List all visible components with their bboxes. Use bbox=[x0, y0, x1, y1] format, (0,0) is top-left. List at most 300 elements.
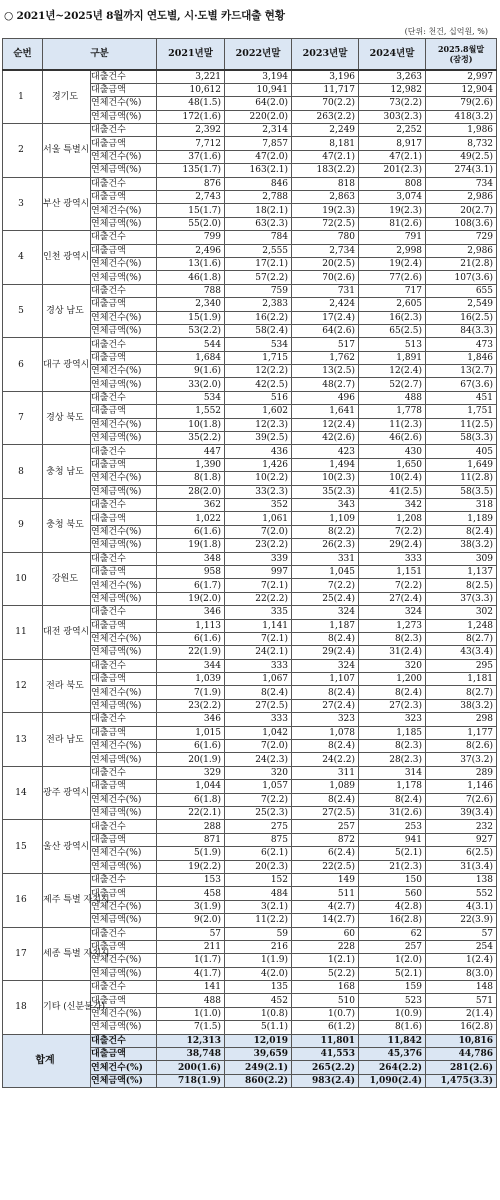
value-cell: 141 bbox=[157, 981, 225, 994]
value-cell: 1,426 bbox=[225, 458, 292, 471]
value-cell: 8,181 bbox=[292, 137, 359, 150]
value-cell: 3(1.9) bbox=[157, 900, 225, 913]
value-cell: 10(2.2) bbox=[225, 472, 292, 485]
value-cell: 1,187 bbox=[292, 619, 359, 632]
table-row bbox=[3, 177, 497, 190]
value-cell: 108(3.6) bbox=[426, 217, 497, 230]
metric-label: 대출금액 bbox=[91, 512, 157, 525]
value-cell: 734 bbox=[426, 177, 497, 190]
metric-label: 연체금액(%) bbox=[91, 914, 157, 927]
metric-label: 연체건수(%) bbox=[91, 472, 157, 485]
value-cell: 1,751 bbox=[426, 405, 497, 418]
value-cell: 53(2.2) bbox=[157, 324, 225, 337]
value-cell: 12,019 bbox=[225, 1034, 292, 1047]
region-name: 경기도 bbox=[43, 70, 91, 124]
metric-label: 대출금액 bbox=[91, 565, 157, 578]
value-cell: 329 bbox=[157, 766, 225, 779]
value-cell: 148 bbox=[426, 981, 497, 994]
value-cell: 8(1.8) bbox=[157, 472, 225, 485]
value-cell: 335 bbox=[225, 606, 292, 619]
metric-label: 대출금액 bbox=[91, 244, 157, 257]
value-cell: 65(2.5) bbox=[359, 324, 426, 337]
metric-label: 연체금액(%) bbox=[91, 539, 157, 552]
value-cell: 12,313 bbox=[157, 1034, 225, 1047]
metric-label: 대출금액 bbox=[91, 619, 157, 632]
value-cell: 55(2.0) bbox=[157, 217, 225, 230]
metric-label: 연체금액(%) bbox=[91, 646, 157, 659]
value-cell: 7,712 bbox=[157, 137, 225, 150]
table-row bbox=[3, 981, 497, 994]
value-cell: 8(2.4) bbox=[292, 740, 359, 753]
value-cell: 10(2.4) bbox=[359, 472, 426, 485]
value-cell: 447 bbox=[157, 445, 225, 458]
value-cell: 22(3.9) bbox=[426, 914, 497, 927]
metric-label: 연체금액(%) bbox=[91, 164, 157, 177]
value-cell: 22(2.2) bbox=[225, 592, 292, 605]
value-cell: 860(2.2) bbox=[225, 1074, 292, 1087]
value-cell: 8(2.3) bbox=[359, 740, 426, 753]
value-cell: 2,252 bbox=[359, 124, 426, 137]
value-cell: 41(2.5) bbox=[359, 485, 426, 498]
metric-label: 대출건수 bbox=[91, 873, 157, 886]
value-cell: 4(1.7) bbox=[157, 967, 225, 980]
value-cell: 37(3.2) bbox=[426, 753, 497, 766]
value-cell: 11,717 bbox=[292, 83, 359, 96]
metric-label: 연체건수(%) bbox=[91, 954, 157, 967]
metric-label: 대출건수 bbox=[91, 766, 157, 779]
value-cell: 1,390 bbox=[157, 458, 225, 471]
table-row bbox=[3, 1034, 497, 1047]
value-cell: 846 bbox=[225, 177, 292, 190]
metric-label: 대출건수 bbox=[91, 177, 157, 190]
value-cell: 343 bbox=[292, 499, 359, 512]
value-cell: 2,605 bbox=[359, 298, 426, 311]
value-cell: 8(2.3) bbox=[359, 632, 426, 645]
metric-label: 대출건수 bbox=[91, 927, 157, 940]
value-cell: 11(2.3) bbox=[359, 418, 426, 431]
value-cell: 405 bbox=[426, 445, 497, 458]
metric-label: 대출금액 bbox=[91, 940, 157, 953]
value-cell: 6(2.5) bbox=[426, 847, 497, 860]
value-cell: 7(2.2) bbox=[292, 579, 359, 592]
value-cell: 3(2.1) bbox=[225, 900, 292, 913]
value-cell: 958 bbox=[157, 565, 225, 578]
value-cell: 451 bbox=[426, 391, 497, 404]
metric-label: 대출건수 bbox=[91, 1034, 157, 1047]
value-cell: 37(3.3) bbox=[426, 592, 497, 605]
value-cell: 7(2.2) bbox=[225, 793, 292, 806]
region-name: 경상 남도 bbox=[43, 284, 91, 338]
value-cell: 3,221 bbox=[157, 70, 225, 83]
value-cell: 19(1.8) bbox=[157, 539, 225, 552]
value-cell: 211 bbox=[157, 940, 225, 953]
header-2025 bbox=[426, 39, 497, 71]
region-name: 부산 광역시 bbox=[43, 177, 91, 231]
value-cell: 46(2.6) bbox=[359, 432, 426, 445]
metric-label: 연체건수(%) bbox=[91, 1007, 157, 1020]
metric-label: 대출금액 bbox=[91, 191, 157, 204]
value-cell: 107(3.6) bbox=[426, 271, 497, 284]
value-cell: 8(2.4) bbox=[225, 686, 292, 699]
value-cell: 12(2.2) bbox=[225, 365, 292, 378]
metric-label: 연체건수(%) bbox=[91, 847, 157, 860]
metric-label: 연체건수(%) bbox=[91, 1061, 157, 1074]
metric-label: 대출금액 bbox=[91, 673, 157, 686]
value-cell: 423 bbox=[292, 445, 359, 458]
header-2024: 2024년말 bbox=[359, 39, 426, 71]
value-cell: 1(2.1) bbox=[292, 954, 359, 967]
metric-label: 연체금액(%) bbox=[91, 753, 157, 766]
value-cell: 150 bbox=[359, 873, 426, 886]
value-cell: 788 bbox=[157, 284, 225, 297]
row-number: 13 bbox=[3, 713, 43, 767]
value-cell: 10(2.3) bbox=[292, 472, 359, 485]
table-row bbox=[3, 606, 497, 619]
value-cell: 2,340 bbox=[157, 298, 225, 311]
value-cell: 11(2.5) bbox=[426, 418, 497, 431]
region-name: 전라 북도 bbox=[43, 659, 91, 713]
value-cell: 33(2.3) bbox=[225, 485, 292, 498]
value-cell: 16(2.8) bbox=[426, 1021, 497, 1034]
value-cell: 324 bbox=[359, 606, 426, 619]
value-cell: 2,549 bbox=[426, 298, 497, 311]
value-cell: 458 bbox=[157, 887, 225, 900]
value-cell: 64(2.6) bbox=[292, 324, 359, 337]
value-cell: 10,816 bbox=[426, 1034, 497, 1047]
value-cell: 35(2.3) bbox=[292, 485, 359, 498]
value-cell: 9(2.0) bbox=[157, 914, 225, 927]
value-cell: 18(2.1) bbox=[225, 204, 292, 217]
value-cell: 8(1.6) bbox=[359, 1021, 426, 1034]
value-cell: 333 bbox=[225, 659, 292, 672]
value-cell: 780 bbox=[292, 231, 359, 244]
metric-label: 연체금액(%) bbox=[91, 1074, 157, 1087]
header-2021: 2021년말 bbox=[157, 39, 225, 71]
value-cell: 263(2.2) bbox=[292, 110, 359, 123]
value-cell: 6(1.6) bbox=[157, 525, 225, 538]
value-cell: 5(2.1) bbox=[359, 847, 426, 860]
value-cell: 517 bbox=[292, 338, 359, 351]
metric-label: 대출금액 bbox=[91, 298, 157, 311]
metric-label: 대출금액 bbox=[91, 994, 157, 1007]
value-cell: 12,982 bbox=[359, 83, 426, 96]
row-number: 7 bbox=[3, 391, 43, 445]
value-cell: 27(2.4) bbox=[359, 592, 426, 605]
value-cell: 27(2.5) bbox=[225, 699, 292, 712]
value-cell: 12(2.4) bbox=[359, 365, 426, 378]
table-row bbox=[3, 338, 497, 351]
value-cell: 35(2.2) bbox=[157, 432, 225, 445]
value-cell: 14(2.7) bbox=[292, 914, 359, 927]
value-cell: 346 bbox=[157, 713, 225, 726]
metric-label: 연체금액(%) bbox=[91, 485, 157, 498]
value-cell: 6(1.7) bbox=[157, 579, 225, 592]
value-cell: 1,189 bbox=[426, 512, 497, 525]
value-cell: 1,177 bbox=[426, 726, 497, 739]
value-cell: 26(2.3) bbox=[292, 539, 359, 552]
row-number: 16 bbox=[3, 873, 43, 927]
value-cell: 331 bbox=[292, 552, 359, 565]
value-cell: 871 bbox=[157, 833, 225, 846]
row-number: 8 bbox=[3, 445, 43, 499]
value-cell: 2,743 bbox=[157, 191, 225, 204]
value-cell: 1,208 bbox=[359, 512, 426, 525]
metric-label: 연체금액(%) bbox=[91, 324, 157, 337]
value-cell: 73(2.2) bbox=[359, 97, 426, 110]
metric-label: 연체금액(%) bbox=[91, 378, 157, 391]
value-cell: 1(2.4) bbox=[426, 954, 497, 967]
value-cell: 201(2.3) bbox=[359, 164, 426, 177]
value-cell: 1,067 bbox=[225, 673, 292, 686]
table-row bbox=[3, 820, 497, 833]
value-cell: 220(2.0) bbox=[225, 110, 292, 123]
value-cell: 320 bbox=[359, 659, 426, 672]
value-cell: 8(3.0) bbox=[426, 967, 497, 980]
value-cell: 1,715 bbox=[225, 351, 292, 364]
value-cell: 513 bbox=[359, 338, 426, 351]
value-cell: 15(1.9) bbox=[157, 311, 225, 324]
metric-label: 대출금액 bbox=[91, 1048, 157, 1061]
value-cell: 875 bbox=[225, 833, 292, 846]
value-cell: 473 bbox=[426, 338, 497, 351]
value-cell: 8(2.7) bbox=[426, 686, 497, 699]
value-cell: 314 bbox=[359, 766, 426, 779]
region-name: 울산 광역시 bbox=[43, 820, 91, 874]
value-cell: 1(2.0) bbox=[359, 954, 426, 967]
value-cell: 20(2.3) bbox=[225, 860, 292, 873]
metric-label: 대출건수 bbox=[91, 124, 157, 137]
value-cell: 1,494 bbox=[292, 458, 359, 471]
value-cell: 200(1.6) bbox=[157, 1061, 225, 1074]
value-cell: 29(2.4) bbox=[359, 539, 426, 552]
value-cell: 81(2.6) bbox=[359, 217, 426, 230]
metric-label: 연체건수(%) bbox=[91, 579, 157, 592]
value-cell: 49(2.5) bbox=[426, 150, 497, 163]
value-cell: 523 bbox=[359, 994, 426, 1007]
value-cell: 1,151 bbox=[359, 565, 426, 578]
metric-label: 대출금액 bbox=[91, 887, 157, 900]
value-cell: 1,185 bbox=[359, 726, 426, 739]
value-cell: 1,090(2.4) bbox=[359, 1074, 426, 1087]
value-cell: 2,424 bbox=[292, 298, 359, 311]
value-cell: 346 bbox=[157, 606, 225, 619]
metric-label: 연체건수(%) bbox=[91, 900, 157, 913]
table-body bbox=[3, 70, 497, 1088]
value-cell: 59 bbox=[225, 927, 292, 940]
value-cell: 16(2.5) bbox=[426, 311, 497, 324]
metric-label: 대출건수 bbox=[91, 391, 157, 404]
table-row bbox=[3, 552, 497, 565]
value-cell: 7(2.1) bbox=[225, 632, 292, 645]
region-name: 강원도 bbox=[43, 552, 91, 606]
value-cell: 510 bbox=[292, 994, 359, 1007]
value-cell: 19(2.3) bbox=[292, 204, 359, 217]
value-cell: 70(2.2) bbox=[292, 97, 359, 110]
value-cell: 10,612 bbox=[157, 83, 225, 96]
metric-label: 대출금액 bbox=[91, 833, 157, 846]
value-cell: 27(2.4) bbox=[292, 699, 359, 712]
value-cell: 281(2.6) bbox=[426, 1061, 497, 1074]
header-no: 순번 bbox=[3, 39, 43, 71]
metric-label: 연체금액(%) bbox=[91, 271, 157, 284]
value-cell: 77(2.6) bbox=[359, 271, 426, 284]
region-name: 충청 남도 bbox=[43, 445, 91, 499]
value-cell: 488 bbox=[157, 994, 225, 1007]
value-cell: 560 bbox=[359, 887, 426, 900]
value-cell: 135(1.7) bbox=[157, 164, 225, 177]
metric-label: 연체건수(%) bbox=[91, 418, 157, 431]
value-cell: 6(1.6) bbox=[157, 740, 225, 753]
value-cell: 1,273 bbox=[359, 619, 426, 632]
value-cell: 20(2.5) bbox=[292, 257, 359, 270]
value-cell: 1,986 bbox=[426, 124, 497, 137]
value-cell: 324 bbox=[292, 659, 359, 672]
value-cell: 19(2.0) bbox=[157, 592, 225, 605]
value-cell: 27(2.3) bbox=[359, 699, 426, 712]
value-cell: 64(2.0) bbox=[225, 97, 292, 110]
value-cell: 249(2.1) bbox=[225, 1061, 292, 1074]
value-cell: 1,762 bbox=[292, 351, 359, 364]
metric-label: 대출건수 bbox=[91, 713, 157, 726]
row-number: 18 bbox=[3, 981, 43, 1035]
value-cell: 38,748 bbox=[157, 1048, 225, 1061]
table-row bbox=[3, 391, 497, 404]
value-cell: 6(1.6) bbox=[157, 632, 225, 645]
value-cell: 8,917 bbox=[359, 137, 426, 150]
header-2022: 2022년말 bbox=[225, 39, 292, 71]
value-cell: 8(2.5) bbox=[426, 579, 497, 592]
value-cell: 729 bbox=[426, 231, 497, 244]
value-cell: 70(2.6) bbox=[292, 271, 359, 284]
header-2025-main: 2025.8월말 bbox=[437, 44, 485, 54]
metric-label: 연체건수(%) bbox=[91, 150, 157, 163]
value-cell: 1,039 bbox=[157, 673, 225, 686]
value-cell: 484 bbox=[225, 887, 292, 900]
metric-label: 대출금액 bbox=[91, 458, 157, 471]
value-cell: 997 bbox=[225, 565, 292, 578]
value-cell: 3,194 bbox=[225, 70, 292, 83]
value-cell: 289 bbox=[426, 766, 497, 779]
table-row bbox=[3, 231, 497, 244]
table-row bbox=[3, 499, 497, 512]
value-cell: 544 bbox=[157, 338, 225, 351]
value-cell: 6(1.8) bbox=[157, 793, 225, 806]
value-cell: 265(2.2) bbox=[292, 1061, 359, 1074]
value-cell: 2,734 bbox=[292, 244, 359, 257]
metric-label: 대출건수 bbox=[91, 231, 157, 244]
value-cell: 1,146 bbox=[426, 780, 497, 793]
value-cell: 8(2.6) bbox=[426, 740, 497, 753]
value-cell: 8(2.4) bbox=[359, 686, 426, 699]
metric-label: 대출건수 bbox=[91, 499, 157, 512]
value-cell: 48(2.7) bbox=[292, 378, 359, 391]
value-cell: 58(3.3) bbox=[426, 432, 497, 445]
row-number: 5 bbox=[3, 284, 43, 338]
value-cell: 254 bbox=[426, 940, 497, 953]
region-name: 대구 광역시 bbox=[43, 338, 91, 392]
value-cell: 511 bbox=[292, 887, 359, 900]
value-cell: 63(2.3) bbox=[225, 217, 292, 230]
value-cell: 45,376 bbox=[359, 1048, 426, 1061]
value-cell: 84(3.3) bbox=[426, 324, 497, 337]
value-cell: 1,641 bbox=[292, 405, 359, 418]
total-label: 합계 bbox=[3, 1034, 91, 1088]
value-cell: 163(2.1) bbox=[225, 164, 292, 177]
metric-label: 연체금액(%) bbox=[91, 1021, 157, 1034]
table-row bbox=[3, 659, 497, 672]
value-cell: 1,248 bbox=[426, 619, 497, 632]
value-cell: 168 bbox=[292, 981, 359, 994]
value-cell: 2,997 bbox=[426, 70, 497, 83]
value-cell: 1,846 bbox=[426, 351, 497, 364]
value-cell: 7(2.1) bbox=[225, 579, 292, 592]
metric-label: 연체건수(%) bbox=[91, 257, 157, 270]
value-cell: 333 bbox=[359, 552, 426, 565]
value-cell: 275 bbox=[225, 820, 292, 833]
region-name: 충청 북도 bbox=[43, 499, 91, 553]
value-cell: 1,649 bbox=[426, 458, 497, 471]
metric-label: 연체건수(%) bbox=[91, 686, 157, 699]
row-number: 4 bbox=[3, 231, 43, 285]
value-cell: 323 bbox=[292, 713, 359, 726]
metric-label: 연체금액(%) bbox=[91, 110, 157, 123]
value-cell: 1,107 bbox=[292, 673, 359, 686]
value-cell: 216 bbox=[225, 940, 292, 953]
value-cell: 302 bbox=[426, 606, 497, 619]
value-cell: 257 bbox=[359, 940, 426, 953]
value-cell: 288 bbox=[157, 820, 225, 833]
value-cell: 534 bbox=[157, 391, 225, 404]
value-cell: 1(1.7) bbox=[157, 954, 225, 967]
value-cell: 1,113 bbox=[157, 619, 225, 632]
value-cell: 19(2.3) bbox=[359, 204, 426, 217]
region-name: 인천 광역시 bbox=[43, 231, 91, 285]
value-cell: 2,496 bbox=[157, 244, 225, 257]
value-cell: 1,200 bbox=[359, 673, 426, 686]
value-cell: 2,788 bbox=[225, 191, 292, 204]
value-cell: 1,057 bbox=[225, 780, 292, 793]
value-cell: 17(2.4) bbox=[292, 311, 359, 324]
value-cell: 23(2.2) bbox=[157, 699, 225, 712]
value-cell: 16(2.2) bbox=[225, 311, 292, 324]
row-number: 12 bbox=[3, 659, 43, 713]
value-cell: 4(2.7) bbox=[292, 900, 359, 913]
value-cell: 22(1.9) bbox=[157, 646, 225, 659]
value-cell: 717 bbox=[359, 284, 426, 297]
value-cell: 872 bbox=[292, 833, 359, 846]
value-cell: 228 bbox=[292, 940, 359, 953]
value-cell: 47(2.1) bbox=[359, 150, 426, 163]
value-cell: 44,786 bbox=[426, 1048, 497, 1061]
value-cell: 8(2.7) bbox=[426, 632, 497, 645]
metric-label: 연체금액(%) bbox=[91, 699, 157, 712]
value-cell: 7(2.2) bbox=[359, 525, 426, 538]
value-cell: 17(2.1) bbox=[225, 257, 292, 270]
value-cell: 1,044 bbox=[157, 780, 225, 793]
value-cell: 323 bbox=[359, 713, 426, 726]
value-cell: 941 bbox=[359, 833, 426, 846]
value-cell: 22(2.5) bbox=[292, 860, 359, 873]
value-cell: 534 bbox=[225, 338, 292, 351]
value-cell: 48(1.5) bbox=[157, 97, 225, 110]
value-cell: 38(3.2) bbox=[426, 699, 497, 712]
value-cell: 5(2.1) bbox=[359, 967, 426, 980]
value-cell: 1,891 bbox=[359, 351, 426, 364]
value-cell: 72(2.5) bbox=[292, 217, 359, 230]
value-cell: 808 bbox=[359, 177, 426, 190]
value-cell: 655 bbox=[426, 284, 497, 297]
value-cell: 571 bbox=[426, 994, 497, 1007]
